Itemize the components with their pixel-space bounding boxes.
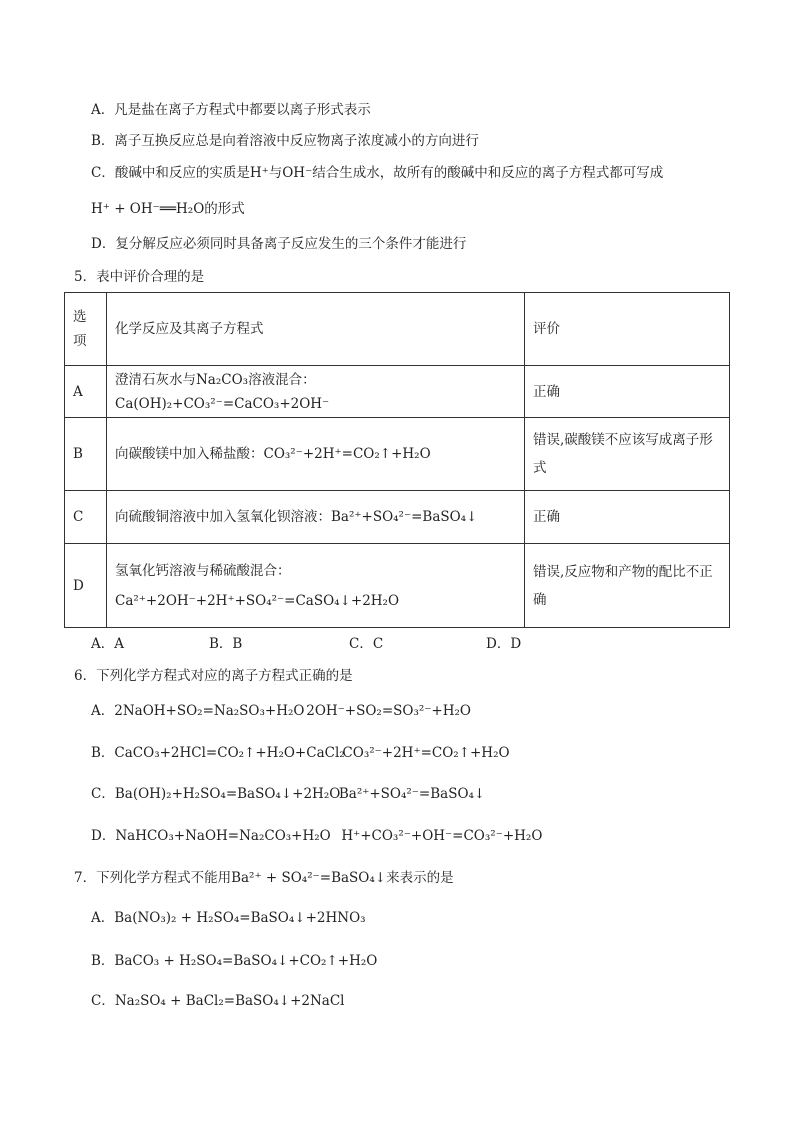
q5-choice-a: A．A [91,636,124,652]
row-option: D [65,544,107,628]
q4-option-a: A．凡是盐在离子方程式中都要以离子形式表示 [91,102,371,118]
row-reaction [107,544,525,628]
q7-title: 7．下列化学方程式不能用Ba²⁺ + SO₄²⁻=BaSO₄↓来表示的是 [74,870,454,886]
q7-option-c: C．Na₂SO₄ + BaCl₂=BaSO₄↓+2NaCl [91,993,345,1009]
q5-choice-c: C．C [349,636,384,652]
q5-choice-b: B．B [209,636,243,652]
row-reaction: 澄清石灰水与Na₂CO₃溶液混合：Ca(OH)₂+CO₃²⁻=CaCO₃+2OH⁻ [107,366,525,418]
q5-choices [91,635,521,653]
q5-choice-d: D．D [486,636,522,652]
q7-option-a: A．Ba(NO₃)₂ + H₂SO₄=BaSO₄↓+2HNO₃ [91,910,366,926]
q6-option-label: C． [91,786,115,802]
header-option: 选项 [65,293,107,366]
q6-option-d [91,827,542,845]
evaluation-table [64,292,730,628]
row-reaction: 向碳酸镁中加入稀盐酸：CO₃²⁻+2H⁺=CO₂↑+H₂O [107,418,525,491]
q6-ionic: 2OH⁻+SO₂=SO₃²⁻+H₂O [306,703,471,719]
table-row [65,491,730,544]
q6-option-a [91,702,471,720]
row-evaluation: 错误,反应物和产物的配比不正确 [525,544,730,628]
q6-option-label: B． [91,745,115,761]
row-evaluation: 错误,碳酸镁不应该写成离子形式 [525,418,730,491]
q6-equation: Ba(OH)₂+H₂SO₄=BaSO₄↓+2H₂O [114,786,341,802]
q6-ionic: Ba²⁺+SO₄²⁻=BaSO₄↓ [338,786,486,802]
header-evaluation: 评价 [525,293,730,366]
table-row [65,418,730,491]
q6-option-label: A． [91,703,115,719]
table-row [65,366,730,418]
row-option: B [65,418,107,491]
q7-option-b: B．BaCO₃ + H₂SO₄=BaSO₄↓+CO₂↑+H₂O [91,953,378,969]
row-evaluation: 正确 [525,366,730,418]
q6-ionic: H⁺+CO₃²⁻+OH⁻=CO₃²⁻+H₂O [341,828,543,844]
q6-option-c [91,785,485,803]
q6-option-label: D． [91,828,116,844]
row-reaction: 向硫酸铜溶液中加入氢氧化钡溶液：Ba²⁺+SO₄²⁻=BaSO₄↓ [107,491,525,544]
table-row [65,544,730,628]
q4-option-c-line1: C．酸碱中和反应的实质是H⁺与OH⁻结合生成水，故所有的酸碱中和反应的离子方程式都可写成 [91,165,664,181]
row-option: A [65,366,107,418]
q6-equation: NaHCO₃+NaOH=Na₂CO₃+H₂O [115,828,331,844]
q6-option-b [91,744,510,762]
q5-title: 5．表中评价合理的是 [74,269,205,285]
row-reaction-line2: Ca²⁺+2OH⁻+2H⁺+SO₄²⁻=CaSO₄↓+2H₂O [115,592,400,609]
header-reaction: 化学反应及其离子方程式 [107,293,525,366]
table-header-row [65,293,730,366]
q4-option-d: D．复分解反应必须同时具备离子反应发生的三个条件才能进行 [91,236,467,252]
row-option: C [65,491,107,544]
q6-equation: CaCO₃+2HCl=CO₂↑+H₂O+CaCl₂ [114,745,345,761]
q6-equation: 2NaOH+SO₂=Na₂SO₃+H₂O [114,703,305,719]
q4-option-b: B．离子互换反应总是向着溶液中反应物离子浓度减小的方向进行 [91,133,479,149]
q6-ionic: CO₃²⁻+2H⁺=CO₂↑+H₂O [342,745,510,761]
q6-title: 6．下列化学方程式对应的离子方程式正确的是 [74,668,353,684]
row-reaction-line1: 氢氧化钙溶液与稀硫酸混合： [115,562,291,579]
q4-option-c-line2: H⁺ + OH⁻══H₂O的形式 [91,201,245,217]
row-evaluation: 正确 [525,491,730,544]
